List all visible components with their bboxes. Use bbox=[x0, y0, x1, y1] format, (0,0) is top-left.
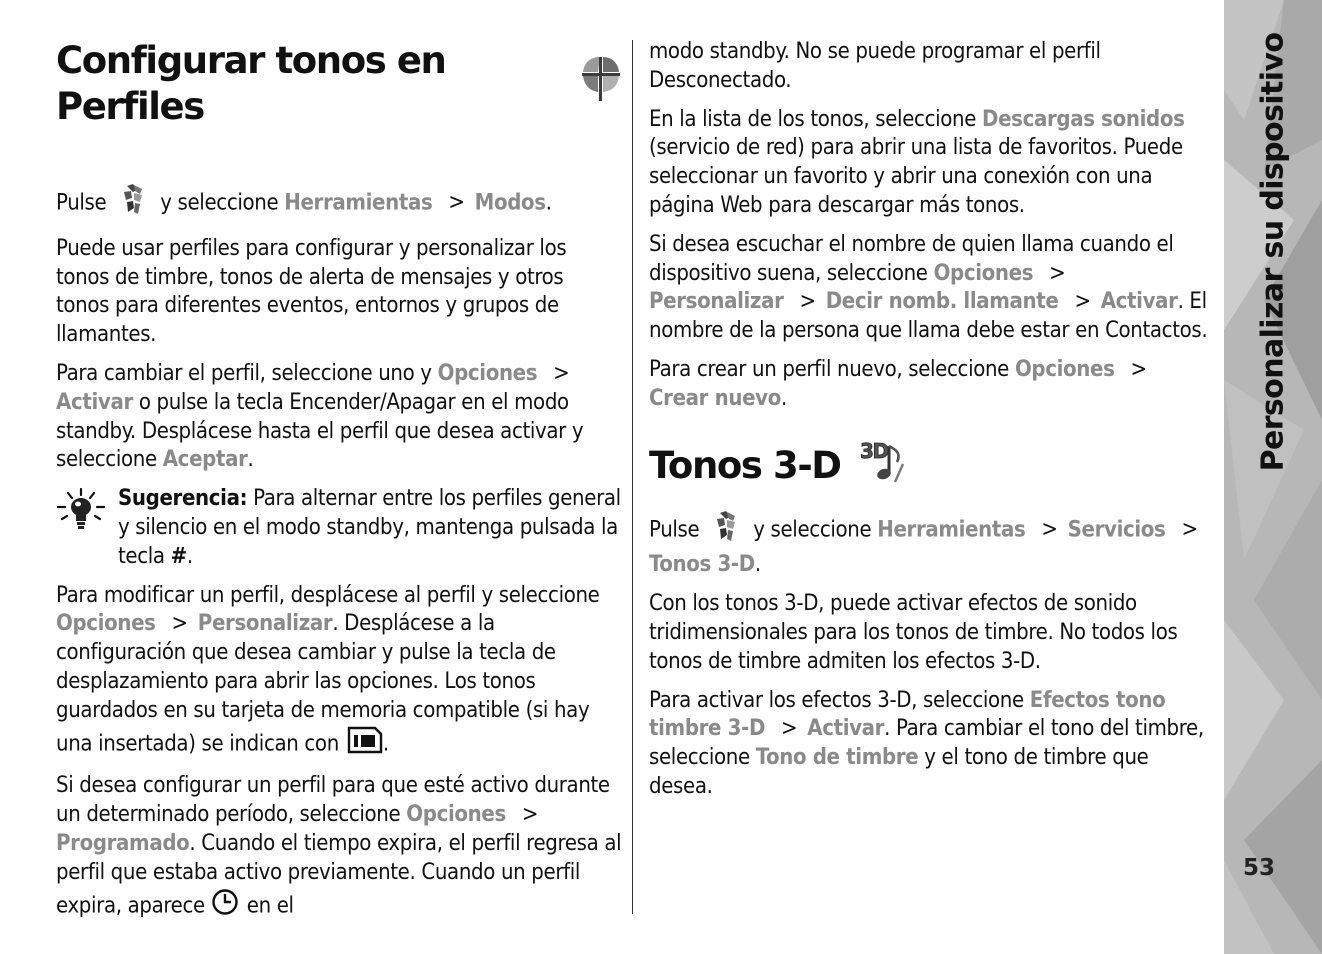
path-separator: > bbox=[1041, 516, 1058, 542]
text-run: . El nombre de la persona que llama debe estar en Contactos. bbox=[649, 289, 1208, 344]
path-separator: > bbox=[1049, 260, 1066, 286]
text-run: Para crear un perfil nuevo, seleccione bbox=[649, 356, 1010, 382]
text-run: Para activar los efectos 3-D, seleccione bbox=[649, 687, 1024, 713]
text-run: . bbox=[754, 552, 761, 578]
path-separator: > bbox=[799, 289, 816, 315]
modify-profile-paragraph bbox=[56, 582, 622, 763]
text-run: En la lista de los tonos, seleccione bbox=[649, 106, 977, 132]
text-run: . bbox=[545, 190, 552, 216]
section-title-text: Tonos 3-D bbox=[649, 444, 841, 488]
left-column bbox=[56, 38, 622, 934]
intro-path bbox=[56, 182, 622, 225]
text-run: Pulse bbox=[56, 190, 107, 216]
text-run: . bbox=[781, 385, 787, 411]
menu-servicios[interactable]: Servicios bbox=[1067, 516, 1166, 542]
menu-opciones[interactable]: Opciones bbox=[406, 802, 506, 828]
menu-herramientas[interactable]: Herramientas bbox=[284, 190, 433, 216]
right-column bbox=[649, 38, 1214, 812]
menu-decir-nomb-llamante[interactable]: Decir nomb. llamante bbox=[825, 289, 1059, 315]
section-title bbox=[56, 38, 622, 130]
text-run: Para cambiar el perfil, seleccione uno y bbox=[56, 360, 432, 386]
menu-tono-de-timbre[interactable]: Tono de timbre bbox=[755, 745, 919, 771]
text-run: y el tono de timbre que desea. bbox=[649, 745, 1149, 799]
menu-key-icon bbox=[711, 509, 741, 552]
text-run: . Para cambiar el tono del timbre, seleccione bbox=[649, 716, 1204, 771]
menu-modos[interactable]: Modos bbox=[474, 190, 546, 216]
menu-herramientas[interactable]: Herramientas bbox=[877, 516, 1026, 542]
create-profile-paragraph bbox=[649, 356, 1214, 414]
schedule-profile-paragraph bbox=[56, 772, 622, 924]
text-run: Para alternar entre los perfiles general y silencio en el modo standby, mantenga pulsada la tecla bbox=[118, 486, 621, 569]
menu-crear-nuevo[interactable]: Crear nuevo bbox=[649, 385, 781, 411]
3d-path bbox=[649, 509, 1214, 581]
path-separator: > bbox=[1181, 516, 1198, 542]
menu-tonos-3d[interactable]: Tonos 3-D bbox=[649, 552, 755, 578]
profiles-icon bbox=[580, 55, 622, 114]
menu-key-icon bbox=[118, 182, 148, 225]
path-separator: > bbox=[448, 190, 465, 216]
text-run: y seleccione bbox=[753, 516, 872, 542]
text-run: . Desplácese a la configuración que desea cambiar y pulse la tecla de desplazamiento para abrir las opciones. Los tonos guardados en su tarjeta de memoria compatible (si hay una insertada) se indican con bbox=[56, 611, 590, 756]
menu-personalizar[interactable]: Personalizar bbox=[649, 289, 784, 315]
hash-key: # bbox=[170, 543, 187, 569]
section-title-3d bbox=[649, 438, 1214, 495]
activate-3d-paragraph bbox=[649, 687, 1214, 802]
column-divider bbox=[632, 40, 633, 914]
menu-personalizar[interactable]: Personalizar bbox=[197, 611, 333, 637]
path-separator: > bbox=[521, 802, 539, 828]
menu-activar[interactable]: Activar bbox=[807, 716, 885, 742]
download-sounds-paragraph bbox=[649, 106, 1214, 221]
3d-description: Con los tonos 3-D, puede activar efectos de sonido tridimensionales para los tonos de timbre. No todos los tonos de timbre admiten los efectos 3-D. bbox=[649, 591, 1178, 674]
text-run: . bbox=[186, 543, 193, 569]
menu-activar[interactable]: Activar bbox=[1100, 289, 1178, 315]
menu-opciones[interactable]: Opciones bbox=[1014, 356, 1115, 382]
menu-efectos-tono-timbre-3d[interactable]: Efectos tono timbre 3-D bbox=[649, 687, 1166, 742]
menu-programado[interactable]: Programado bbox=[56, 830, 190, 856]
text-run: Pulse bbox=[649, 516, 700, 542]
path-separator: > bbox=[553, 360, 570, 386]
path-separator: > bbox=[171, 611, 188, 637]
3d-tones-icon bbox=[859, 438, 907, 495]
text-run: . bbox=[247, 447, 254, 473]
text-run: en el bbox=[246, 892, 294, 918]
path-separator: > bbox=[780, 716, 798, 742]
memory-card-icon bbox=[347, 726, 383, 763]
menu-opciones[interactable]: Opciones bbox=[437, 360, 538, 386]
text-run: . bbox=[382, 730, 389, 756]
menu-opciones[interactable]: Opciones bbox=[56, 611, 156, 637]
continued-paragraph: modo standby. No se puede programar el perfil Desconectado. bbox=[649, 39, 1101, 93]
tip-text bbox=[118, 485, 622, 571]
caller-name-paragraph bbox=[649, 231, 1214, 346]
menu-opciones[interactable]: Opciones bbox=[933, 260, 1034, 286]
text-run: . Cuando el tiempo expira, el perfil regresa al perfil que estaba activo previamente. Cuando un perfil expira, aparece bbox=[56, 830, 622, 918]
tip-label: Sugerencia: bbox=[118, 486, 248, 512]
text-run: y seleccione bbox=[160, 190, 279, 216]
menu-aceptar[interactable]: Aceptar bbox=[162, 447, 248, 473]
chapter-title: Personalizar su dispositivo bbox=[1255, 32, 1291, 472]
section-title-text: Configurar tonos en Perfiles bbox=[56, 39, 446, 128]
profiles-description: Puede usar perfiles para configurar y personalizar los tonos de timbre, tonos de alerta de mensajes y otros tonos para diferentes eventos, entornos y grupos de llamantes. bbox=[56, 235, 567, 348]
text-run: (servicio de red) para abrir una lista de favoritos. Puede seleccionar un favorito y abrir una conexión con una página Web para descargar más tonos. bbox=[649, 135, 1183, 218]
text-run: Si desea configurar un perfil para que esté activo durante un determinado período, seleccione bbox=[56, 773, 610, 828]
text-run: o pulse la tecla Encender/Apagar en el modo standby. Desplácese hasta el perfil que desea activar y seleccione bbox=[56, 389, 584, 473]
menu-activar[interactable]: Activar bbox=[56, 389, 133, 415]
text-run: Si desea escuchar el nombre de quien llama cuando el dispositivo suena, seleccione bbox=[649, 231, 1174, 286]
path-separator: > bbox=[1130, 356, 1147, 382]
path-separator: > bbox=[1074, 289, 1091, 315]
page-number: 53 bbox=[1243, 855, 1276, 881]
text-run: Para modificar un perfil, desplácese al perfil y seleccione bbox=[56, 582, 600, 608]
tip-box bbox=[56, 485, 622, 571]
change-profile-paragraph bbox=[56, 360, 622, 475]
lightbulb-icon bbox=[56, 485, 118, 535]
link-descargas-sonidos[interactable]: Descargas sonidos bbox=[981, 106, 1185, 132]
clock-icon bbox=[211, 888, 239, 925]
svg-text:3D: 3D bbox=[859, 438, 888, 463]
